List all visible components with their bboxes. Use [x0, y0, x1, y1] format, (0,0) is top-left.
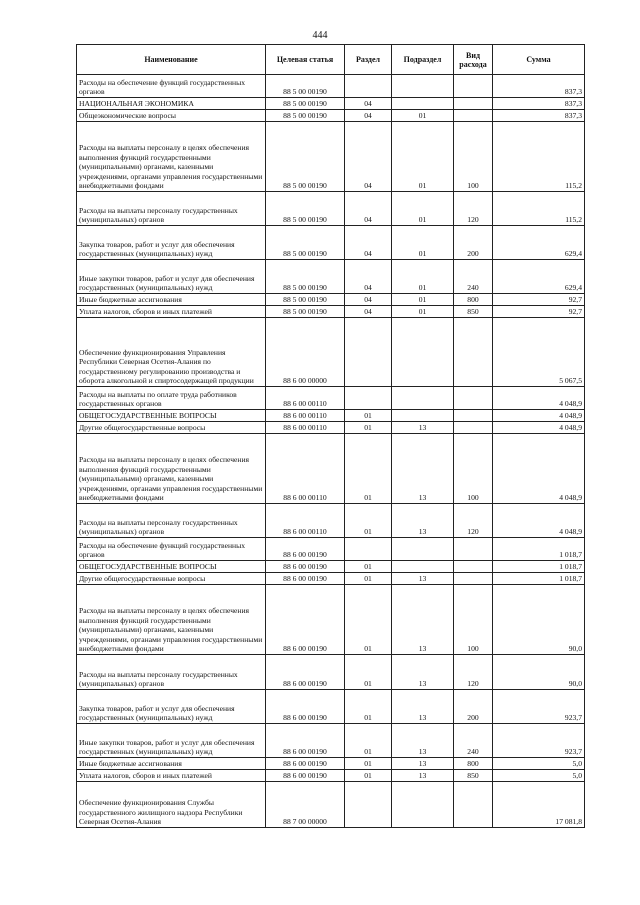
- cell-name: Закупка товаров, работ и услуг для обеспечения государственных (муниципальных) нужд: [77, 226, 266, 260]
- cell-sum: 629,4: [493, 226, 585, 260]
- cell-type: 850: [454, 770, 493, 782]
- cell-name: Уплата налогов, сборов и иных платежей: [77, 770, 266, 782]
- column-header-type: Вид расхода: [454, 45, 493, 75]
- cell-code: 88 5 00 00190: [266, 75, 345, 98]
- cell-name: Расходы на выплаты персоналу в целях обеспечения выполнения функций государственными (муниципальными) органами, казенными учреждениями, органами управления государственными внебюджетными фондами: [77, 434, 266, 504]
- budget-table: [76, 44, 585, 828]
- cell-type: [454, 410, 493, 422]
- cell-sum: 1 018,7: [493, 573, 585, 585]
- cell-subsection: 13: [392, 724, 454, 758]
- table-row: [77, 192, 585, 226]
- table-row: [77, 758, 585, 770]
- cell-code: 88 5 00 00190: [266, 306, 345, 318]
- cell-sum: 837,3: [493, 98, 585, 110]
- cell-code: 88 6 00 00190: [266, 561, 345, 573]
- cell-subsection: 13: [392, 434, 454, 504]
- cell-code: 88 6 00 00190: [266, 585, 345, 655]
- cell-name: Иные закупки товаров, работ и услуг для обеспечения государственных (муниципальных) нужд: [77, 724, 266, 758]
- cell-name: Расходы на выплаты персоналу государственных (муниципальных) органов: [77, 192, 266, 226]
- cell-code: 88 5 00 00190: [266, 192, 345, 226]
- cell-name: Обеспечение функционирования Управления Республики Северная Осетия-Алания по государственному регулированию производства и оборота алкогольной и спиртосодержащей продукции: [77, 318, 266, 387]
- cell-type: 100: [454, 122, 493, 192]
- cell-sum: 837,3: [493, 75, 585, 98]
- cell-name: Общеэкономические вопросы: [77, 110, 266, 122]
- cell-subsection: 01: [392, 306, 454, 318]
- cell-code: 88 6 00 00190: [266, 758, 345, 770]
- cell-sum: 115,2: [493, 122, 585, 192]
- cell-code: 88 7 00 00000: [266, 782, 345, 828]
- cell-type: 120: [454, 192, 493, 226]
- cell-type: 800: [454, 294, 493, 306]
- cell-section: 01: [345, 434, 392, 504]
- table-header-row: [77, 45, 585, 75]
- table-row: [77, 573, 585, 585]
- cell-type: [454, 98, 493, 110]
- cell-section: 01: [345, 758, 392, 770]
- cell-sum: 1 018,7: [493, 538, 585, 561]
- cell-name: Расходы на выплаты по оплате труда работников государственных органов: [77, 387, 266, 410]
- table-row: [77, 387, 585, 410]
- cell-sum: 17 081,8: [493, 782, 585, 828]
- cell-section: 04: [345, 98, 392, 110]
- cell-subsection: [392, 318, 454, 387]
- cell-type: [454, 387, 493, 410]
- table-row: [77, 561, 585, 573]
- cell-name: Обеспечение функционирования Службы государственного жилищного надзора Республики Северная Осетия-Алания: [77, 782, 266, 828]
- table-row: [77, 306, 585, 318]
- cell-section: [345, 387, 392, 410]
- column-header-code: Целевая статья: [266, 45, 345, 75]
- cell-subsection: [392, 75, 454, 98]
- cell-type: 120: [454, 504, 493, 538]
- cell-name: Расходы на выплаты персоналу в целях обеспечения выполнения функций государственными (муниципальными) органами, казенными учреждениями, органами управления государственными внебюджетными фондами: [77, 585, 266, 655]
- cell-subsection: 13: [392, 758, 454, 770]
- cell-type: 850: [454, 306, 493, 318]
- table-row: [77, 260, 585, 294]
- page-number: 444: [312, 30, 328, 41]
- cell-sum: 4 048,9: [493, 387, 585, 410]
- cell-type: 100: [454, 434, 493, 504]
- cell-type: 240: [454, 260, 493, 294]
- cell-type: 200: [454, 690, 493, 724]
- cell-section: 04: [345, 260, 392, 294]
- cell-sum: 4 048,9: [493, 422, 585, 434]
- cell-name: Иные бюджетные ассигнования: [77, 758, 266, 770]
- cell-subsection: [392, 782, 454, 828]
- cell-name: Другие общегосударственные вопросы: [77, 422, 266, 434]
- table-row: [77, 226, 585, 260]
- cell-type: [454, 110, 493, 122]
- cell-subsection: 01: [392, 260, 454, 294]
- cell-type: 200: [454, 226, 493, 260]
- table-row: [77, 294, 585, 306]
- cell-name: Закупка товаров, работ и услуг для обеспечения государственных (муниципальных) нужд: [77, 690, 266, 724]
- cell-sum: 629,4: [493, 260, 585, 294]
- cell-sum: 90,0: [493, 655, 585, 690]
- cell-subsection: [392, 538, 454, 561]
- cell-subsection: 13: [392, 690, 454, 724]
- cell-type: [454, 422, 493, 434]
- cell-subsection: 13: [392, 422, 454, 434]
- cell-subsection: 01: [392, 192, 454, 226]
- table-row: [77, 690, 585, 724]
- cell-sum: 90,0: [493, 585, 585, 655]
- cell-code: 88 6 00 00190: [266, 655, 345, 690]
- cell-sum: 4 048,9: [493, 434, 585, 504]
- cell-name: Расходы на выплаты персоналу государственных (муниципальных) органов: [77, 504, 266, 538]
- cell-subsection: 01: [392, 110, 454, 122]
- cell-type: 100: [454, 585, 493, 655]
- cell-section: 01: [345, 770, 392, 782]
- cell-subsection: 13: [392, 504, 454, 538]
- cell-sum: 5,0: [493, 758, 585, 770]
- cell-subsection: 13: [392, 585, 454, 655]
- cell-name: НАЦИОНАЛЬНАЯ ЭКОНОМИКА: [77, 98, 266, 110]
- cell-code: 88 6 00 00190: [266, 724, 345, 758]
- table-row: [77, 75, 585, 98]
- cell-name: Иные бюджетные ассигнования: [77, 294, 266, 306]
- cell-subsection: 13: [392, 655, 454, 690]
- cell-type: [454, 538, 493, 561]
- cell-section: 01: [345, 655, 392, 690]
- cell-code: 88 6 00 00110: [266, 410, 345, 422]
- cell-sum: 837,3: [493, 110, 585, 122]
- cell-section: 01: [345, 585, 392, 655]
- table-row: [77, 504, 585, 538]
- cell-sum: 1 018,7: [493, 561, 585, 573]
- cell-subsection: 01: [392, 122, 454, 192]
- cell-section: 04: [345, 122, 392, 192]
- cell-section: [345, 318, 392, 387]
- cell-section: [345, 75, 392, 98]
- cell-subsection: 13: [392, 573, 454, 585]
- cell-code: 88 5 00 00190: [266, 226, 345, 260]
- column-header-name: Наименование: [77, 45, 266, 75]
- cell-subsection: [392, 410, 454, 422]
- cell-section: 04: [345, 110, 392, 122]
- cell-section: 04: [345, 294, 392, 306]
- cell-code: 88 5 00 00190: [266, 260, 345, 294]
- cell-sum: 4 048,9: [493, 410, 585, 422]
- table-row: [77, 434, 585, 504]
- column-header-subsection: Подраздел: [392, 45, 454, 75]
- cell-code: 88 6 00 00110: [266, 504, 345, 538]
- table-row: [77, 724, 585, 758]
- table-row: [77, 98, 585, 110]
- cell-section: 01: [345, 504, 392, 538]
- cell-type: [454, 318, 493, 387]
- cell-section: 04: [345, 306, 392, 318]
- cell-section: 01: [345, 410, 392, 422]
- cell-name: Расходы на обеспечение функций государственных органов: [77, 75, 266, 98]
- cell-name: Расходы на обеспечение функций государственных органов: [77, 538, 266, 561]
- cell-section: 01: [345, 573, 392, 585]
- cell-subsection: [392, 98, 454, 110]
- table-row: [77, 122, 585, 192]
- cell-type: [454, 75, 493, 98]
- cell-code: 88 6 00 00190: [266, 573, 345, 585]
- cell-sum: 4 048,9: [493, 504, 585, 538]
- cell-code: 88 5 00 00190: [266, 110, 345, 122]
- cell-section: 04: [345, 192, 392, 226]
- table-row: [77, 422, 585, 434]
- cell-subsection: 01: [392, 294, 454, 306]
- table-row: [77, 538, 585, 561]
- cell-code: 88 6 00 00190: [266, 770, 345, 782]
- column-header-section: Раздел: [345, 45, 392, 75]
- cell-name: ОБЩЕГОСУДАРСТВЕННЫЕ ВОПРОСЫ: [77, 561, 266, 573]
- table-row: [77, 110, 585, 122]
- cell-code: 88 5 00 00190: [266, 98, 345, 110]
- table-row: [77, 318, 585, 387]
- cell-sum: 115,2: [493, 192, 585, 226]
- cell-subsection: [392, 387, 454, 410]
- column-header-sum: Сумма: [493, 45, 585, 75]
- cell-type: [454, 782, 493, 828]
- cell-type: 800: [454, 758, 493, 770]
- cell-section: 01: [345, 690, 392, 724]
- cell-name: Другие общегосударственные вопросы: [77, 573, 266, 585]
- cell-sum: 5,0: [493, 770, 585, 782]
- cell-subsection: 13: [392, 770, 454, 782]
- table-row: [77, 585, 585, 655]
- cell-name: Уплата налогов, сборов и иных платежей: [77, 306, 266, 318]
- cell-sum: 92,7: [493, 306, 585, 318]
- cell-code: 88 6 00 00110: [266, 422, 345, 434]
- table-body: [77, 75, 585, 828]
- cell-sum: 923,7: [493, 724, 585, 758]
- cell-section: 01: [345, 561, 392, 573]
- cell-code: 88 5 00 00190: [266, 122, 345, 192]
- cell-subsection: 01: [392, 226, 454, 260]
- cell-section: [345, 782, 392, 828]
- cell-type: 120: [454, 655, 493, 690]
- cell-type: [454, 561, 493, 573]
- cell-code: 88 6 00 00110: [266, 387, 345, 410]
- cell-sum: 923,7: [493, 690, 585, 724]
- table-row: [77, 655, 585, 690]
- cell-name: Расходы на выплаты персоналу в целях обеспечения выполнения функций государственными (муниципальными) органами, казенными учреждениями, органами управления государственными внебюджетными фондами: [77, 122, 266, 192]
- cell-type: [454, 573, 493, 585]
- cell-code: 88 5 00 00190: [266, 294, 345, 306]
- table-row: [77, 410, 585, 422]
- cell-code: 88 6 00 00190: [266, 690, 345, 724]
- cell-sum: 92,7: [493, 294, 585, 306]
- cell-subsection: [392, 561, 454, 573]
- cell-name: Расходы на выплаты персоналу государственных (муниципальных) органов: [77, 655, 266, 690]
- cell-code: 88 6 00 00190: [266, 538, 345, 561]
- table-row: [77, 770, 585, 782]
- cell-section: 04: [345, 226, 392, 260]
- cell-name: Иные закупки товаров, работ и услуг для обеспечения государственных (муниципальных) нужд: [77, 260, 266, 294]
- cell-type: 240: [454, 724, 493, 758]
- cell-section: [345, 538, 392, 561]
- cell-code: 88 6 00 00000: [266, 318, 345, 387]
- cell-section: 01: [345, 724, 392, 758]
- table-row: [77, 782, 585, 828]
- cell-code: 88 6 00 00110: [266, 434, 345, 504]
- cell-section: 01: [345, 422, 392, 434]
- cell-sum: 5 067,5: [493, 318, 585, 387]
- cell-name: ОБЩЕГОСУДАРСТВЕННЫЕ ВОПРОСЫ: [77, 410, 266, 422]
